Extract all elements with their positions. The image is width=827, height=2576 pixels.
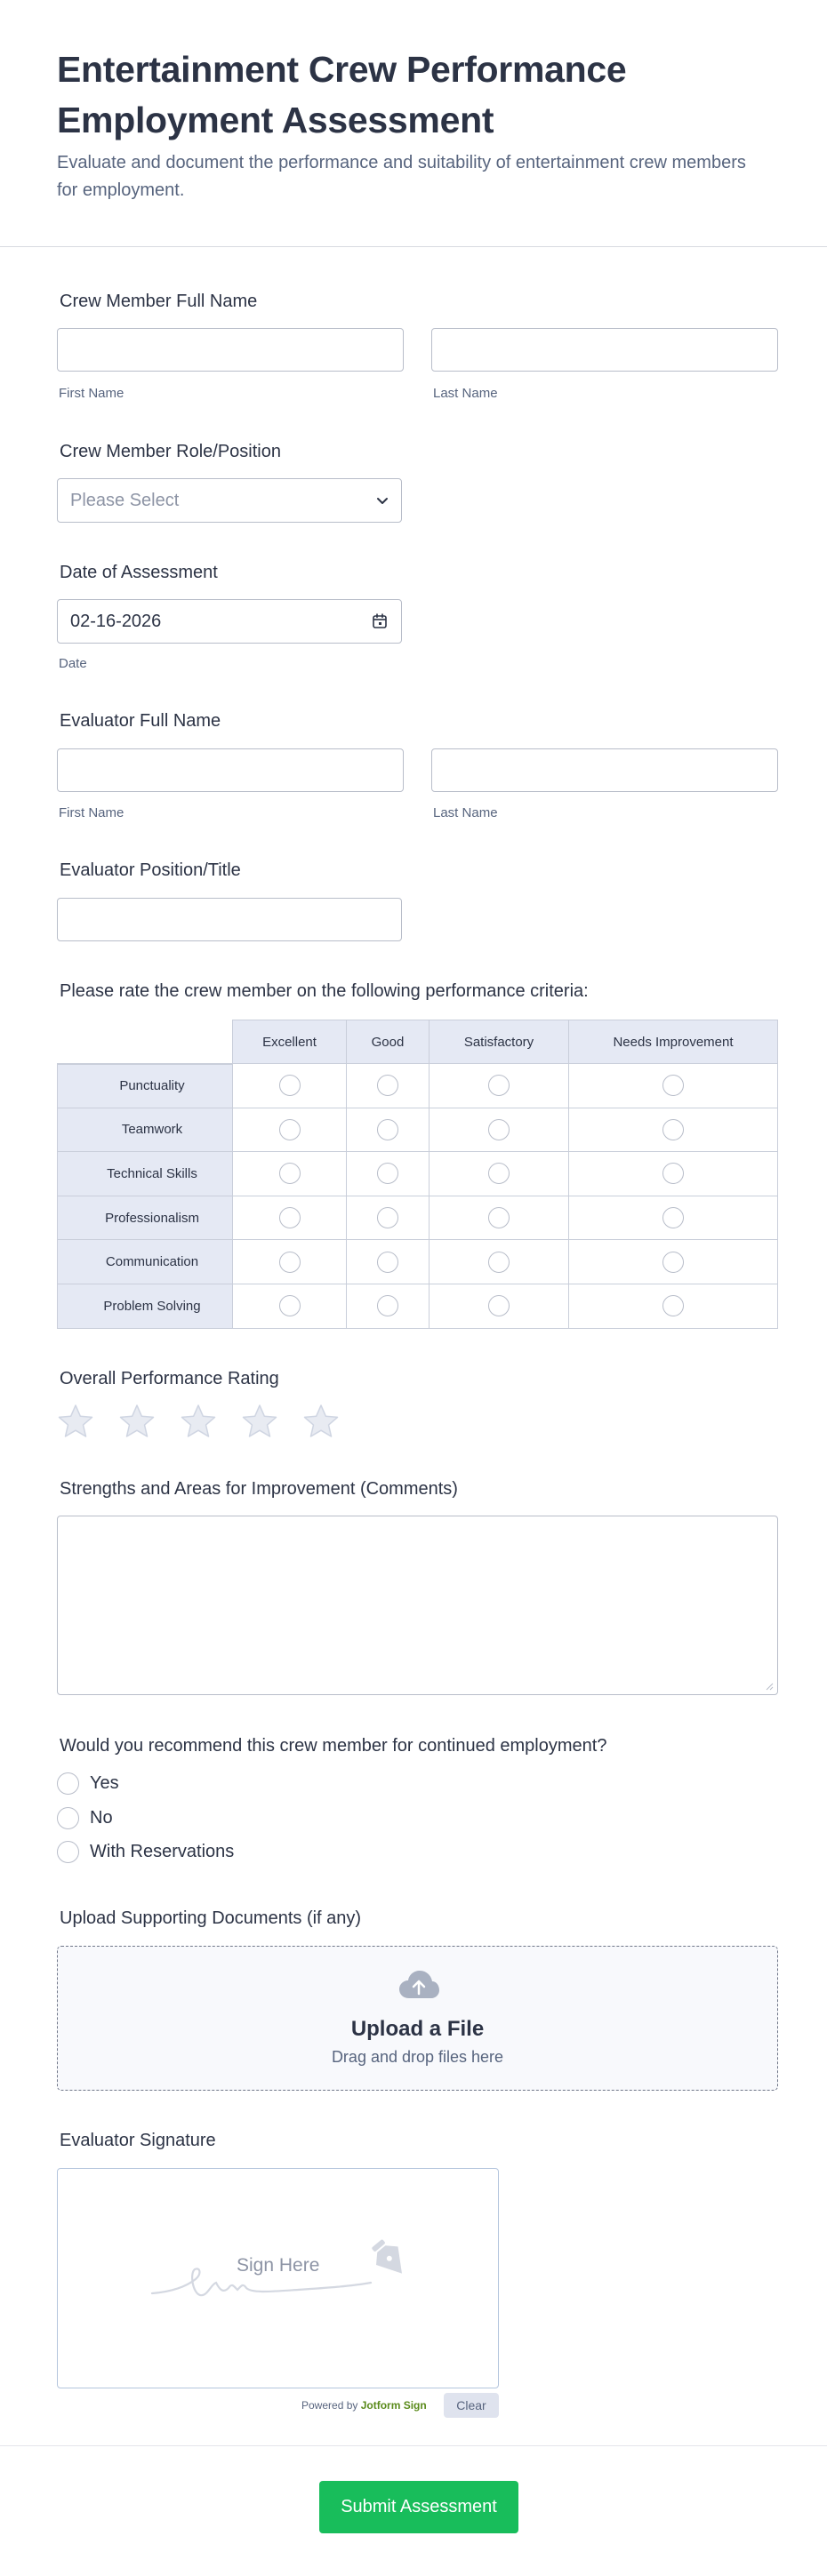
matrix-cell[interactable] (569, 1064, 778, 1108)
form-header (0, 0, 827, 247)
crew-name-label: Crew Member Full Name (60, 292, 258, 311)
crew-last-name-sublabel: Last Name (433, 386, 498, 401)
matrix-cell[interactable] (569, 1152, 778, 1196)
matrix-radio-button[interactable] (662, 1163, 684, 1184)
crew-first-name-sublabel: First Name (59, 386, 124, 401)
matrix-row-label: Communication (57, 1240, 233, 1284)
matrix-col-header: Satisfactory (430, 1020, 569, 1064)
matrix-cell[interactable] (569, 1284, 778, 1329)
recommend-option-reservations[interactable] (57, 1841, 234, 1863)
matrix-radio-button[interactable] (279, 1163, 301, 1184)
form-description: Evaluate and document the performance and suitability of entertainment crew members for employment. (57, 153, 746, 200)
chevron-down-icon (374, 492, 390, 508)
jotform-sign-link[interactable]: Jotform Sign (360, 2399, 427, 2412)
crew-last-name-input[interactable] (431, 328, 778, 372)
matrix-row-label: Teamwork (57, 1108, 233, 1153)
evaluator-first-name-sublabel: First Name (59, 805, 124, 820)
matrix-cell[interactable] (569, 1240, 778, 1284)
radio-button[interactable] (57, 1807, 79, 1829)
matrix-cell[interactable] (347, 1152, 430, 1196)
matrix-row-label: Punctuality (57, 1064, 233, 1108)
matrix-radio-button[interactable] (488, 1075, 510, 1096)
matrix-cell[interactable] (233, 1108, 347, 1153)
matrix-radio-button[interactable] (488, 1252, 510, 1273)
comments-textarea[interactable] (57, 1516, 778, 1695)
matrix-radio-button[interactable] (377, 1295, 398, 1316)
matrix-cell[interactable] (233, 1152, 347, 1196)
matrix-cell[interactable] (430, 1064, 569, 1108)
matrix-radio-button[interactable] (662, 1207, 684, 1228)
date-sublabel: Date (59, 656, 87, 671)
matrix-row (57, 1284, 778, 1329)
matrix-radio-button[interactable] (377, 1207, 398, 1228)
matrix-row-label: Problem Solving (57, 1284, 233, 1329)
matrix-row-label: Technical Skills (57, 1152, 233, 1196)
matrix-cell[interactable] (569, 1108, 778, 1153)
evaluator-last-name-input[interactable] (431, 748, 778, 792)
date-value: 02-16-2026 (70, 612, 162, 631)
matrix-col-header: Good (347, 1020, 430, 1064)
matrix-row (57, 1240, 778, 1284)
upload-title: Upload a File (350, 2017, 485, 2041)
matrix-cell[interactable] (430, 1152, 569, 1196)
comments-label: Strengths and Areas for Improvement (Comments) (60, 1479, 458, 1499)
radio-option-label: With Reservations (90, 1842, 235, 1861)
star-rating (57, 1403, 340, 1440)
powered-prefix: Powered by (301, 2399, 358, 2412)
star-icon[interactable] (180, 1403, 217, 1440)
matrix-radio-button[interactable] (279, 1119, 301, 1140)
matrix-radio-button[interactable] (279, 1207, 301, 1228)
signature-scribble-icon (58, 2169, 500, 2389)
powered-by-note (301, 2399, 427, 2412)
signature-pad[interactable] (57, 2168, 499, 2388)
matrix-radio-button[interactable] (377, 1075, 398, 1096)
crew-first-name-input[interactable] (57, 328, 404, 372)
matrix-radio-button[interactable] (662, 1295, 684, 1316)
matrix-cell[interactable] (347, 1108, 430, 1153)
matrix-radio-button[interactable] (279, 1252, 301, 1273)
matrix-cell[interactable] (233, 1064, 347, 1108)
matrix-cell[interactable] (347, 1284, 430, 1329)
matrix-radio-button[interactable] (377, 1119, 398, 1140)
matrix-radio-button[interactable] (662, 1119, 684, 1140)
star-icon[interactable] (57, 1403, 94, 1440)
recommend-option-no[interactable] (57, 1807, 113, 1829)
matrix-cell[interactable] (233, 1240, 347, 1284)
overall-rating-label: Overall Performance Rating (60, 1369, 279, 1388)
radio-option-label: No (90, 1808, 113, 1828)
matrix-col-header: Excellent (233, 1020, 347, 1064)
matrix-row (57, 1196, 778, 1241)
matrix-cell[interactable] (430, 1284, 569, 1329)
signature-placeholder: Sign Here (237, 2255, 320, 2276)
star-icon[interactable] (118, 1403, 156, 1440)
matrix-radio-button[interactable] (662, 1075, 684, 1096)
date-label: Date of Assessment (60, 563, 218, 582)
matrix-cell[interactable] (430, 1240, 569, 1284)
role-label: Crew Member Role/Position (60, 442, 281, 461)
footer-divider (0, 2445, 827, 2446)
evaluator-position-label: Evaluator Position/Title (60, 860, 241, 880)
matrix-radio-button[interactable] (488, 1207, 510, 1228)
date-input[interactable] (57, 599, 402, 644)
evaluator-last-name-sublabel: Last Name (433, 805, 498, 820)
matrix-cell[interactable] (347, 1196, 430, 1241)
matrix-cell[interactable] (233, 1196, 347, 1241)
evaluator-position-input[interactable] (57, 898, 402, 941)
submit-button[interactable]: Submit Assessment (319, 2481, 518, 2533)
cloud-upload-icon (397, 1968, 441, 2004)
resize-grip-icon[interactable] (765, 1682, 774, 1691)
matrix-radio-button[interactable] (488, 1295, 510, 1316)
matrix-radio-button[interactable] (377, 1252, 398, 1273)
matrix-cell[interactable] (347, 1240, 430, 1284)
matrix-row-label: Professionalism (57, 1196, 233, 1241)
matrix-radio-button[interactable] (662, 1252, 684, 1273)
matrix-col-header: Needs Improvement (569, 1020, 778, 1064)
signature-label: Evaluator Signature (60, 2131, 216, 2150)
matrix-cell[interactable] (233, 1284, 347, 1329)
matrix-cell[interactable] (569, 1196, 778, 1241)
matrix-radio-button[interactable] (279, 1075, 301, 1096)
matrix-radio-button[interactable] (279, 1295, 301, 1316)
evaluator-first-name-input[interactable] (57, 748, 404, 792)
star-icon[interactable] (302, 1403, 340, 1440)
matrix-cell[interactable] (347, 1064, 430, 1108)
performance-matrix (57, 1020, 778, 1329)
role-select[interactable] (57, 478, 402, 523)
recommend-label: Would you recommend this crew member for continued employment? (60, 1736, 607, 1756)
matrix-radio-button[interactable] (377, 1163, 398, 1184)
matrix-row (57, 1108, 778, 1153)
upload-label: Upload Supporting Documents (if any) (60, 1908, 362, 1928)
matrix-row (57, 1152, 778, 1196)
calendar-icon[interactable] (371, 612, 389, 630)
role-select-placeholder: Please Select (70, 491, 180, 510)
matrix-cell[interactable] (430, 1108, 569, 1153)
signature-clear-button[interactable]: Clear (444, 2393, 499, 2418)
form-title: Entertainment Crew Performance Employment Assessment (57, 49, 627, 140)
matrix-label: Please rate the crew member on the following performance criteria: (60, 981, 589, 1001)
recommend-option-yes[interactable] (57, 1772, 119, 1795)
matrix-row (57, 1064, 778, 1108)
matrix-radio-button[interactable] (488, 1163, 510, 1184)
matrix-cell[interactable] (430, 1196, 569, 1241)
radio-option-label: Yes (90, 1773, 119, 1793)
star-icon[interactable] (241, 1403, 278, 1440)
radio-button[interactable] (57, 1841, 79, 1863)
evaluator-name-label: Evaluator Full Name (60, 711, 221, 731)
file-upload-dropzone[interactable] (57, 1946, 778, 2091)
matrix-corner (57, 1020, 233, 1064)
upload-subtitle: Drag and drop files here (331, 2048, 504, 2066)
radio-button[interactable] (57, 1772, 79, 1795)
matrix-radio-button[interactable] (488, 1119, 510, 1140)
